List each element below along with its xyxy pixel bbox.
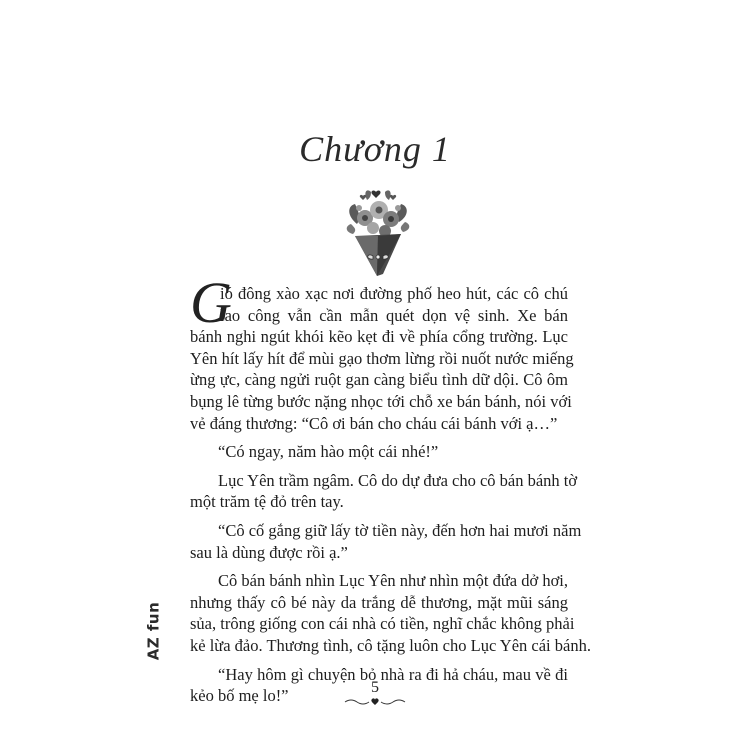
chapter-title: Chương 1 <box>299 129 451 169</box>
text-line: Cô bán bánh nhìn Lục Yên như nhìn một đứa dở hơi, <box>218 571 569 591</box>
text-line: kẻo bố mẹ lo!” <box>190 686 289 706</box>
text-line: ió đông xào xạc nơi đường phố heo hút, các cô chú <box>220 284 568 303</box>
text-line: “Có ngay, năm hào một cái nhé!” <box>218 442 439 462</box>
paragraph-2 <box>190 441 568 463</box>
text-line: sủa, trông giống con cái nhà có tiền, nghĩ chắc không phải <box>190 614 575 634</box>
text-line: “Cô cố gắng giữ lấy tờ tiền này, đến hơn hai mươi năm <box>218 520 582 540</box>
text-line: lao công vẫn cần mẫn quét dọn vệ sinh. Xe bán <box>220 305 568 325</box>
publisher-logo-text: AZ fun <box>144 601 162 661</box>
text-line: kẻ lừa đảo. Thương tình, cô tặng luôn cho Lục Yên cái bánh. <box>190 635 591 655</box>
paragraph-5 <box>190 570 591 656</box>
paragraph-1 <box>190 270 574 434</box>
text-line: vẻ đáng thương: “Cô ơi bán cho cháu cái bánh với ạ…” <box>190 413 558 433</box>
chapter-body-text <box>190 270 591 714</box>
drop-cap: G <box>190 270 232 335</box>
page-number: 5 <box>371 679 379 696</box>
paragraph-4 <box>190 520 582 563</box>
text-line: bánh nghi ngút khói kẽo kẹt đi về phía cổng trường. Lục <box>190 327 568 347</box>
flower-bouquet-illustration <box>343 186 413 278</box>
page-ornament <box>343 697 407 707</box>
publisher-logo <box>142 601 164 661</box>
text-line: một trăm tệ đỏ trên tay. <box>190 492 344 512</box>
text-line: bụng lê từng bước nặng nhọc tới chỗ xe bán bánh, nói với <box>190 391 572 411</box>
paragraph-3 <box>190 470 578 513</box>
text-line: nhưng thấy cô bé này da trắng dễ thương, mặt mũi sáng <box>190 592 568 612</box>
text-line: sau là dùng được rồi ạ.” <box>190 542 348 562</box>
text-line: Yên hít lấy hít để mùi gạo thơm lừng rồi nuốt nước miếng <box>190 348 574 368</box>
text-line: “Hay hôm gì chuyện bỏ nhà ra đi hả cháu, mau về đi <box>218 664 568 684</box>
text-line: Lục Yên trầm ngâm. Cô do dự đưa cho cô bán bánh tờ <box>218 470 578 490</box>
text-line: ừng ực, càng ngửi ruột gan càng biểu tình dữ dội. Cô ôm <box>190 370 568 390</box>
